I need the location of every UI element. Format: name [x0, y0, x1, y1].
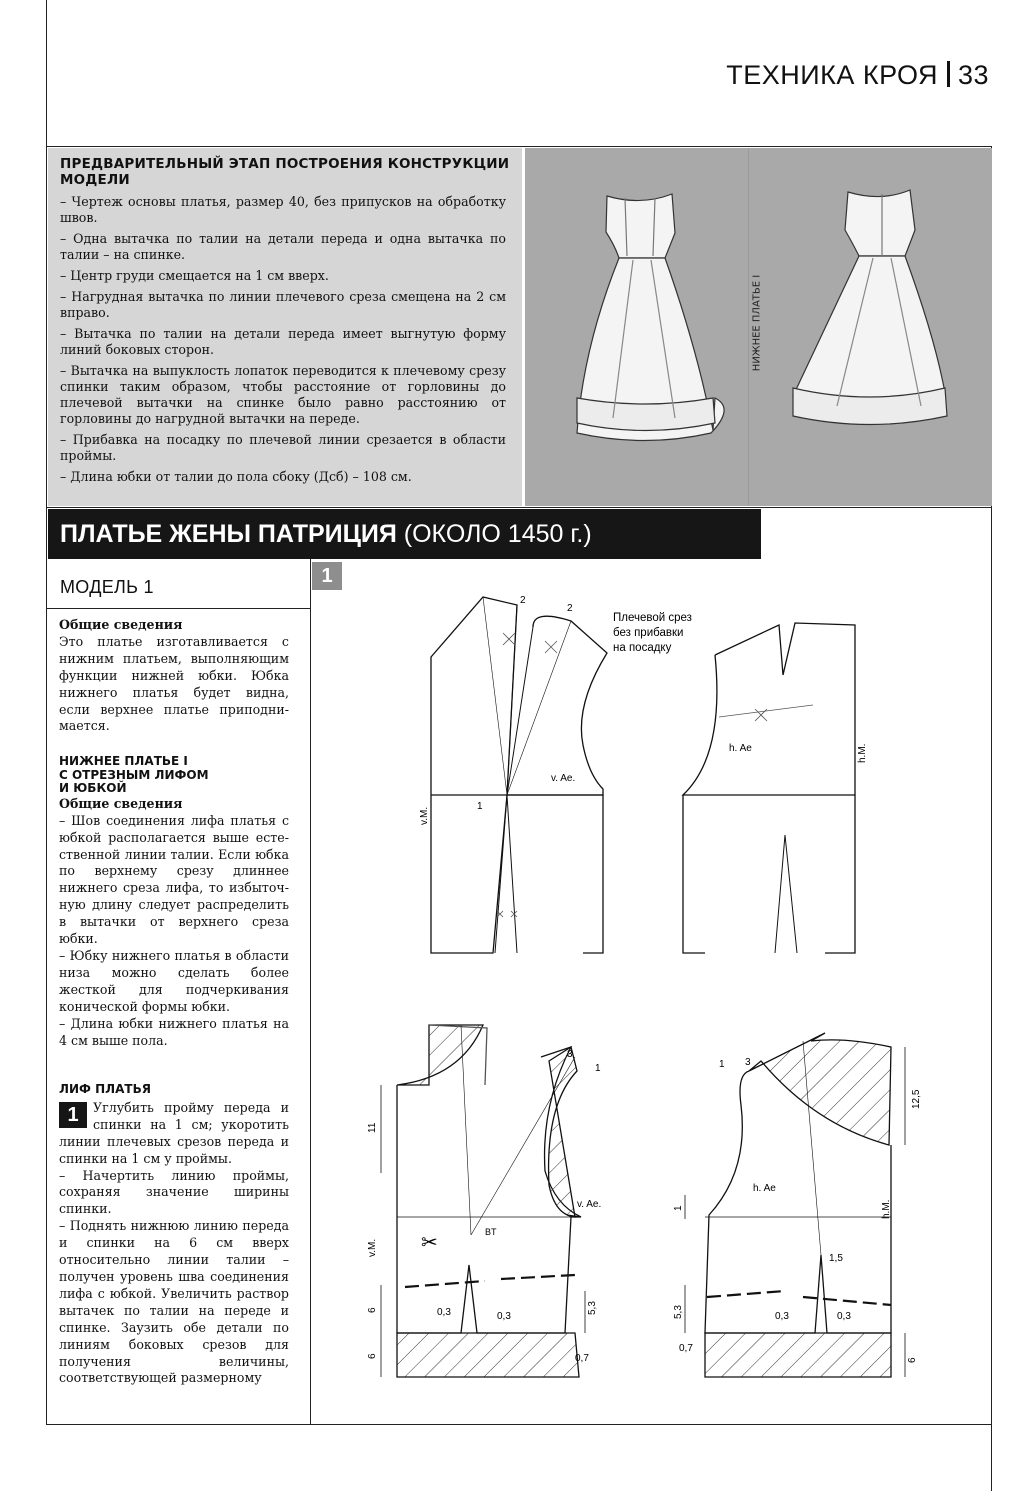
intro-item: – Вытачка на выпуклость лопаток переводится к плечевому срезу спинки таким образом, чтобы расстояние от горловины до плечевой вытачки на спинке было равно расстоянию от горловины до нагрудной вытачки на переде.	[60, 363, 506, 426]
chapter-date: (ОКОЛО 1450 г.)	[403, 520, 592, 548]
intro-top-rule	[46, 146, 992, 147]
bodice-dim-11: 11	[367, 1122, 378, 1133]
back-dim-07: 0,7	[679, 1343, 693, 1354]
draft-label-hm: h.M.	[857, 743, 868, 763]
model-label: МОДЕЛЬ 1	[60, 577, 154, 597]
intro-title: ПРЕДВАРИТЕЛЬНЫЙ ЭТАП ПОСТРОЕНИЯ КОНСТРУКЦИИ МОДЕЛИ	[60, 156, 510, 188]
back-dim-1: 1	[719, 1059, 725, 1070]
under-item: – Шов соединения лифа платья с юбкой располагается выше естественной линии талии. Если юбка по верхнему срезу длиннее нижнего среза лифа, то избыточную длину следует распределить в вытачки от верхнего среза юбки.	[59, 812, 289, 947]
bodice-dim-03b: 0,3	[497, 1311, 511, 1322]
shoulder-note-line3: на посадку	[613, 642, 672, 654]
bottom-rule	[46, 1424, 992, 1425]
back-dim-15: 1,5	[829, 1253, 843, 1264]
intro-panel	[48, 148, 522, 506]
intro-item: – Нагрудная вытачка по линии плечевого среза смещена на 2 см вправо.	[60, 289, 506, 320]
back-dim-03a: 0,3	[775, 1311, 789, 1322]
draft-label-1: 1	[477, 801, 483, 812]
bodice-dim-03a: 0,3	[437, 1307, 451, 1318]
bodice-dim-07: 0,7	[575, 1353, 589, 1364]
back-dim-1b: 1	[673, 1205, 684, 1211]
back-draft-marks	[719, 705, 813, 721]
section-title: ТЕХНИКА КРОЯ	[726, 60, 938, 90]
draft-label-va: v. Ae.	[551, 773, 576, 784]
shoulder-note-line1: Плечевой срез	[613, 612, 692, 624]
front-dress-draft	[431, 597, 607, 953]
scissors-icon: ✂	[421, 1232, 438, 1254]
figure-divider	[748, 148, 749, 506]
bodice-heading: ЛИФ ПЛАТЬЯ	[59, 1082, 151, 1097]
bodice-dim-3: 3	[567, 1049, 573, 1060]
bodice-dim-6a: 6	[367, 1307, 378, 1313]
figure-caption: НИЖНЕЕ ПЛАТЬЕ I	[751, 274, 763, 372]
bodice-item: – Поднять нижнюю линию переда и спинки на 6 см вверх относительно линии талии – получен уровень шва соединения лифа с юбкой. Увеличить раствор вытачек по талии на переде и спинке. Заузить обе детали по линиям боковых срезов для получения величины, соответствующей размерному	[59, 1218, 289, 1386]
left-column	[59, 617, 289, 1387]
chapter-title-bar	[48, 509, 761, 559]
header-separator	[947, 61, 950, 87]
bodice-dim-1: 1	[595, 1063, 601, 1074]
bodice-label-va: v. Ae.	[577, 1199, 602, 1210]
intro-item: – Вытачка по талии на детали переда имеет выгнутую форму линий боковых сторон.	[60, 326, 506, 357]
shoulder-note-line2: без прибавки	[613, 627, 684, 639]
intro-item: – Прибавка на посадку по плечевой линии срезается в области проймы.	[60, 432, 506, 463]
under-item: – Юбку нижнего платья в области низа можно сделать более жесткой для подчеркивания конической формы юбки.	[59, 948, 289, 1014]
draft-label-2b: 2	[567, 603, 573, 614]
bodice-label-bt: BT	[485, 1227, 497, 1237]
figure-caption-box	[750, 268, 764, 378]
back-bodice-draft	[705, 1033, 891, 1377]
front-draft-marks	[497, 633, 557, 917]
back-label-hm: h.M.	[881, 1199, 892, 1219]
back-dim-6: 6	[907, 1357, 918, 1363]
under-dress-heading-line1: НИЖНЕЕ ПЛАТЬЕ I	[59, 754, 188, 769]
step-badge: 1	[312, 562, 342, 590]
running-head	[726, 60, 989, 91]
intro-item: – Центр груди смещается на 1 см вверх.	[60, 268, 329, 283]
bodice-dim-6b: 6	[367, 1353, 378, 1359]
dress-illustration-panel	[525, 148, 992, 506]
intro-item: – Чертеж основы платья, размер 40, без припусков на обработку швов.	[60, 194, 506, 225]
dress-front-sketch	[577, 194, 724, 441]
bodice-step-text: Углубить пройму переда и спинки на 1 см; укоротить линии плечевых срезов переда и спинки на 1 см у проймы.	[59, 1099, 289, 1166]
bodice-dim-53: 5,3	[587, 1301, 598, 1315]
back-label-ha: h. Ae	[753, 1183, 776, 1194]
back-dim-125: 12,5	[911, 1089, 922, 1109]
intro-item: – Длина юбки от талии до пола сбоку (Дсб) – 108 см.	[60, 469, 412, 484]
model-underline	[46, 608, 310, 609]
back-dim-3: 3	[745, 1057, 751, 1068]
pattern-drafts	[345, 585, 965, 1385]
back-dim-53: 5,3	[673, 1305, 684, 1319]
bodice-item: – Начертить линию проймы, сохраняя значение ширины спинки.	[59, 1167, 289, 1217]
bodice-step-badge: 1	[59, 1102, 87, 1128]
bodice-label-vm: v.M.	[367, 1238, 378, 1257]
front-bodice-draft	[397, 1025, 581, 1377]
draft-label-vm: v.M.	[419, 806, 430, 825]
draft-label-2a: 2	[520, 595, 526, 606]
back-dim-03b: 0,3	[837, 1311, 851, 1322]
intro-bottom-rule	[46, 507, 992, 508]
chapter-title: ПЛАТЬЕ ЖЕНЫ ПАТРИЦИЯ	[60, 520, 397, 548]
page-number: 33	[957, 60, 989, 90]
intro-list	[60, 194, 506, 490]
under-general-heading: Общие сведения	[59, 795, 183, 811]
intro-item: – Одна вытачка по талии на детали переда и одна вытачка по талии – на спинке.	[60, 231, 506, 262]
draft-label-ha: h. Ae	[729, 743, 752, 754]
under-dress-heading-line3: И ЮБКОЙ	[59, 781, 127, 796]
under-item: – Длина юбки нижнего платья на 4 см выше пола.	[59, 1015, 289, 1048]
left-margin-line	[46, 0, 47, 1425]
dress-back-sketch	[793, 190, 947, 425]
under-dress-heading-line2: С ОТРЕЗНЫМ ЛИФОМ	[59, 767, 209, 782]
general-heading: Общие сведения	[59, 617, 183, 632]
general-text: Это платье изготавливается с нижним платьем, выполняющим функции нижней юбки. Юбка нижнего платья будет видна, если верхнее платье приподнимается.	[59, 633, 289, 734]
back-dress-draft	[683, 623, 855, 953]
column-divider	[310, 559, 311, 1425]
